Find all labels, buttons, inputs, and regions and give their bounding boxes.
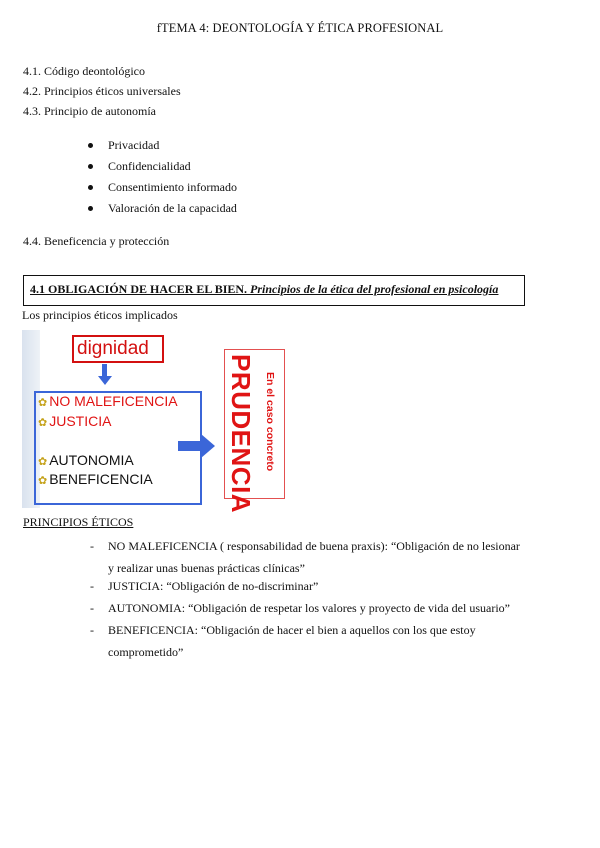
page-title: fTEMA 4: DEONTOLOGÍA Y ÉTICA PROFESIONAL <box>156 21 444 35</box>
prudencia-panel <box>224 349 285 514</box>
bullet-star-icon: ✿ <box>38 456 48 468</box>
dash-marker: - <box>90 579 94 593</box>
prudencia-label: PRUDENCIA <box>226 354 256 514</box>
bullet-dot-icon <box>88 164 93 169</box>
section-heading: 4.1 OBLIGACIÓN DE HACER EL BIEN. Principios de la ética del profesional en psicología <box>30 282 499 296</box>
toc-item-4-2: 4.2. Principios éticos universales <box>23 84 181 98</box>
figure-item-beneficencia: ✿ BENEFICENCIA <box>38 471 153 487</box>
arrow-right-icon <box>178 434 216 458</box>
toc-item-4-3: 4.3. Principio de autonomía <box>23 104 156 118</box>
figure-item-autonomia: ✿ AUTONOMIA <box>38 452 134 468</box>
bullet-dot-icon <box>88 143 93 148</box>
bullet-item: Consentimiento informado <box>108 180 237 195</box>
principio-item: - NO MALEFICENCIA ( responsabilidad de buena praxis): “Obligación de no lesionar y realizar unas buenas prácticas clínicas” <box>108 535 538 579</box>
arrow-down-icon <box>98 364 112 386</box>
bullet-star-icon: ✿ <box>38 417 48 429</box>
figure-item-justicia: ✿ JUSTICIA <box>38 413 112 429</box>
toc-item-4-1: 4.1. Código deontológico <box>23 64 145 78</box>
dash-marker: - <box>90 623 94 637</box>
principio-item: - BENEFICENCIA: “Obligación de hacer el bien a aquellos con los que estoy comprometido” <box>108 619 538 663</box>
figure-item-no-maleficencia: ✿ NO MALEFICENCIA <box>38 393 178 409</box>
section-heading-box <box>23 275 525 306</box>
bullet-star-icon: ✿ <box>38 397 48 409</box>
principios-title: PRINCIPIOS ÉTICOS <box>23 515 134 529</box>
bullet-item: Confidencialidad <box>108 159 191 174</box>
dash-marker: - <box>90 539 94 553</box>
bullet-dot-icon <box>88 185 93 190</box>
bullet-dot-icon <box>88 206 93 211</box>
bullet-item: Valoración de la capacidad <box>108 201 237 216</box>
toc-item-4-4: 4.4. Beneficencia y protección <box>23 234 170 248</box>
dash-marker: - <box>90 601 94 615</box>
figure-caption: Los principios éticos implicados <box>22 308 178 322</box>
dignidad-box: dignidad <box>72 335 164 363</box>
bullet-star-icon: ✿ <box>38 475 48 487</box>
principio-item: - AUTONOMIA: “Obligación de respetar los valores y proyecto de vida del usuario” <box>108 597 538 619</box>
principio-item: - JUSTICIA: “Obligación de no-discriminar” <box>108 575 538 597</box>
concreto-label: En el caso concreto <box>264 372 276 472</box>
bullet-item: Privacidad <box>108 138 159 153</box>
